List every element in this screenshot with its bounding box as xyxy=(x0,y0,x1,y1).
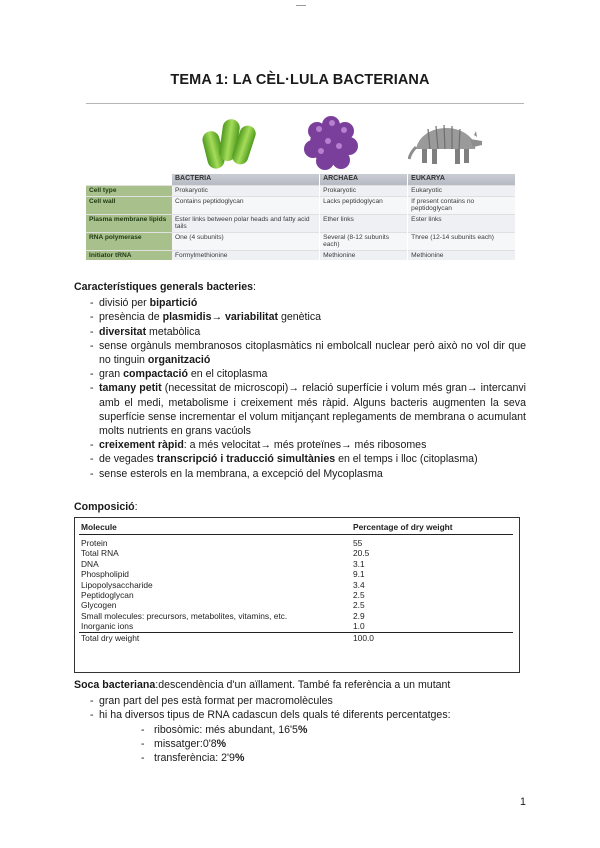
rna-type-item xyxy=(99,737,526,751)
characteristic-item xyxy=(74,467,526,481)
row-cell: Prokaryotic xyxy=(172,186,320,197)
row-cell: Lacks peptidoglycan xyxy=(320,196,408,214)
percentage-cell: 1.0 xyxy=(353,621,365,632)
row-label: Plasma membrane lipids xyxy=(86,214,172,232)
domains-row xyxy=(86,196,516,214)
percentage-cell: 2.9 xyxy=(353,610,365,621)
row-cell: One (4 subunits) xyxy=(172,232,320,250)
domains-comparison-figure xyxy=(86,113,516,260)
percentage-cell: 9.1 xyxy=(353,569,365,580)
row-cell: Formylmethionine xyxy=(172,250,320,260)
soca-item xyxy=(74,708,526,765)
percentage-cell: 55 xyxy=(353,538,363,548)
molecule-cell: DNA xyxy=(81,558,99,569)
col-percentage: Percentage of dry weight xyxy=(351,521,513,535)
row-cell: Contains peptidoglycan xyxy=(172,196,320,214)
composition-row xyxy=(79,590,513,600)
characteristics-section: Característiques generals bacteries: - divisió per bipartició - presència de plasmidis→ variabilitat genètica - diversitat metabòlica - sense orgànuls membranosos citoplasmàtics ni embolcall nuclear però això no vol dir que no tinguin organització - gran compactació en el citoplasma - tamany petit (necessitat de microscopi)→ relació superfície i volum més gran→ intercanvi amb el medi, metabolisme i creixement més ràpid. Alguns bacteris augmenten la seva superfície sense incrementar el volum mitjançant replegaments de membrana o acumulant molts nutrients en grans vacúols - creixement ràpid: a més velocitat→ més proteïnes→ més ribosomes - de vegades transcripció i traducció simultànies en el temps i lloc (citoplasma) - sense esterols en la membrana, a excepció del Mycoplasma xyxy=(74,280,526,481)
item-text: (necessitat de microscopi)→ relació superfície i volum més gran→ intercanvi amb el medi, metabolisme i creixement més ràpid. Alguns bacteris augmenten la seva superfície sense incrementar el volum mitjançant replegaments de membrana o acumulant molts nutrients en grans vacúols xyxy=(99,382,526,438)
molecule-cell: Small molecules: precursors, metabolites, vitamins, etc. xyxy=(81,610,288,621)
characteristics-heading: Característiques generals bacteries xyxy=(74,281,254,293)
composition-total-row xyxy=(79,632,513,643)
composition-row xyxy=(79,621,513,632)
percentage-cell: 2.5 xyxy=(353,590,365,601)
soca-section xyxy=(74,678,526,765)
rna-type-unit: % xyxy=(216,737,227,750)
bacteria-icon xyxy=(199,115,259,173)
rna-type-item xyxy=(99,751,526,765)
item-text: en el temps i lloc (citoplasma) xyxy=(335,453,478,466)
title-divider xyxy=(86,103,524,104)
characteristic-item xyxy=(74,310,526,324)
molecule-cell: Inorganic ions xyxy=(81,621,134,632)
soca-item: - gran part del pes està format per macromolècules xyxy=(74,694,526,708)
percentage-cell: 100.0 xyxy=(351,632,513,643)
rna-type-unit: % xyxy=(234,752,245,765)
domains-row xyxy=(86,250,516,260)
soca-item-text: hi ha diversos tipus de RNA cadascun dels quals té diferents percentatges: xyxy=(99,709,451,722)
molecule-cell: Protein xyxy=(81,538,108,548)
item-text: metabòlica xyxy=(146,325,201,338)
soca-list xyxy=(74,694,526,765)
composition-row xyxy=(79,535,513,549)
item-emphasis: diversitat xyxy=(99,325,147,338)
page-number: 1 xyxy=(520,796,526,808)
row-label: Initiator tRNA xyxy=(86,250,172,260)
item-emphasis: compactació xyxy=(123,368,188,381)
item-text: sense esterols en la membrana, a excepció del Mycoplasma xyxy=(99,467,383,480)
header-mark xyxy=(296,2,306,6)
item-emphasis: plasmidis→ variabilitat xyxy=(162,311,279,324)
composition-row xyxy=(79,548,513,558)
percentage-cell: 3.1 xyxy=(353,558,365,569)
molecule-cell: Total dry weight xyxy=(79,632,351,643)
molecule-cell: Total RNA xyxy=(81,548,119,559)
col-header-bacteria: BACTERIA xyxy=(172,174,320,186)
row-cell: Prokaryotic xyxy=(320,186,408,197)
characteristic-item xyxy=(74,381,526,438)
characteristic-item xyxy=(74,438,526,452)
characteristics-list xyxy=(74,296,526,481)
characteristic-item xyxy=(74,367,526,381)
item-text: presència de xyxy=(99,311,163,324)
composition-row xyxy=(79,600,513,610)
domains-row xyxy=(86,186,516,197)
characteristic-item xyxy=(74,452,526,466)
composition-row xyxy=(79,569,513,579)
soca-term: Soca bacteriana xyxy=(74,679,156,691)
molecule-cell: Glycogen xyxy=(81,600,117,611)
molecule-cell: Lipopolysaccharide xyxy=(81,579,153,590)
rna-type-text: transferència: 2'9 xyxy=(154,752,235,765)
item-text: sense orgànuls membranosos citoplasmàtics ni embolcall nuclear però això no vol dir que no tinguin xyxy=(99,339,526,367)
composition-heading-line: Composició: xyxy=(74,501,138,513)
item-emphasis: bipartició xyxy=(149,297,198,310)
col-molecule: Molecule xyxy=(79,521,351,535)
item-emphasis: creixement ràpid xyxy=(99,439,184,452)
molecule-cell: Phospholipid xyxy=(81,569,129,580)
row-cell: Three (12-14 subunits each) xyxy=(408,232,516,250)
percentage-cell: 3.4 xyxy=(353,579,365,590)
composition-row xyxy=(79,580,513,590)
eukarya-icon xyxy=(408,115,486,171)
item-text: genètica xyxy=(278,311,322,324)
archaea-icon xyxy=(301,113,361,173)
characteristic-item xyxy=(74,296,526,310)
composition-table-box xyxy=(74,517,520,673)
percentage-cell: 20.5 xyxy=(353,548,370,559)
composition-row xyxy=(79,611,513,621)
item-text: divisió per xyxy=(99,297,150,310)
domains-table xyxy=(86,174,516,260)
row-cell: Methionine xyxy=(408,250,516,260)
molecule-cell: Peptidoglycan xyxy=(81,590,134,601)
corner-cell xyxy=(86,174,172,186)
characteristic-item xyxy=(74,325,526,339)
rna-type-text: missatger:0'8 xyxy=(154,737,217,750)
item-emphasis: organització xyxy=(147,354,211,367)
row-cell: Ether links xyxy=(320,214,408,232)
row-label: RNA polymerase xyxy=(86,232,172,250)
composition-row xyxy=(79,559,513,569)
rna-type-unit: % xyxy=(297,723,308,736)
row-label: Cell wall xyxy=(86,196,172,214)
domains-header-row xyxy=(86,174,516,186)
item-text: : a més velocitat→ més proteïnes→ més ribosomes xyxy=(183,439,427,452)
item-text: en el citoplasma xyxy=(187,368,268,381)
characteristic-item xyxy=(74,339,526,367)
item-text: gran xyxy=(99,368,124,381)
composition-heading: Composició xyxy=(74,501,135,513)
rna-types-list xyxy=(99,723,526,766)
row-cell: Ester links between polar heads and fatty acid tails xyxy=(172,214,320,232)
page-title: TEMA 1: LA CÈL·LULA BACTERIANA xyxy=(170,72,430,88)
domains-row xyxy=(86,214,516,232)
item-text: de vegades xyxy=(99,453,157,466)
percentage-cell: 2.5 xyxy=(353,600,365,611)
domains-row xyxy=(86,232,516,250)
row-label: Cell type xyxy=(86,186,172,197)
col-header-archaea: ARCHAEA xyxy=(320,174,408,186)
rna-type-item xyxy=(99,723,526,737)
col-header-eukarya: EUKARYA xyxy=(408,174,516,186)
soca-definition: :descendència d'un aïllament. També fa referència a un mutant xyxy=(155,679,451,691)
rna-type-text: ribosòmic: més abundant, 16'5 xyxy=(154,723,298,736)
row-cell: Several (8-12 subunits each) xyxy=(320,232,408,250)
item-emphasis: transcripció i traducció simultànies xyxy=(156,453,336,466)
item-emphasis: tamany petit xyxy=(99,382,162,395)
row-cell: Ester links xyxy=(408,214,516,232)
row-cell: Methionine xyxy=(320,250,408,260)
row-cell: If present contains no peptidoglycan xyxy=(408,196,516,214)
composition-table xyxy=(79,521,513,643)
row-cell: Eukaryotic xyxy=(408,186,516,197)
